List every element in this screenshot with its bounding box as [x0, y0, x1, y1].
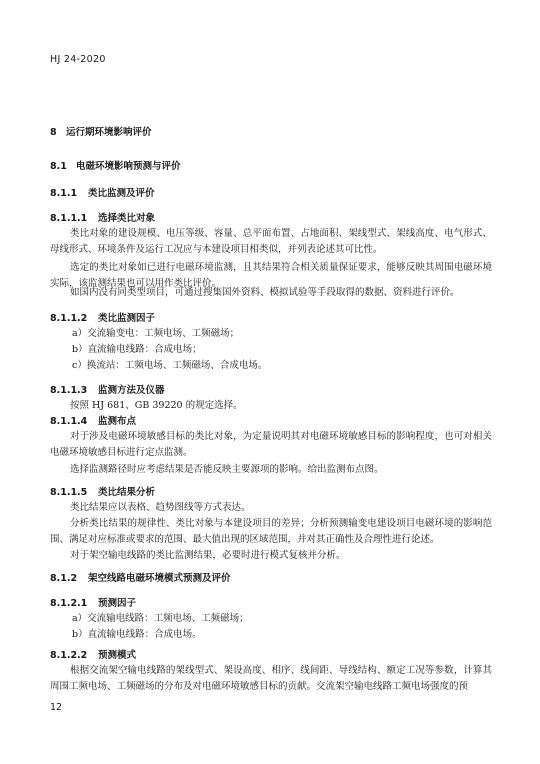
paragraph: 选定的类比对象如已进行电磁环境监测，且其结果符合相关质量保证要求，能够反映其周围电磁环境实际，该监测结果也可以用作类比评价。 [50, 262, 492, 289]
list-item: c）换流站：工频电场、工频磁场、合成电场。 [72, 360, 268, 371]
section-number: 8 [50, 127, 57, 138]
list-item: a）交流输变电：工频电场、工频磁场； [72, 328, 240, 339]
section-title: 电磁环境影响预测与评价 [76, 161, 181, 172]
list-item: b）直流输电线路：合成电场。 [72, 629, 202, 640]
section-title: 监测方法及仪器 [98, 385, 165, 396]
page-number: 12 [50, 702, 63, 713]
paragraph: 对于涉及电磁环境敏感目标的类比对象，为定量说明其对电磁环境敏感目标的影响程度，也可对相关电磁环境敏感目标进行定点监测。 [50, 431, 492, 458]
section-heading-8-1-1-3 [50, 382, 165, 396]
list-item: b）直流输电线路：合成电场； [72, 344, 202, 355]
section-title: 预测因子 [98, 598, 137, 609]
section-title: 选择类比对象 [98, 213, 156, 224]
document-code: HJ 24-2020 [50, 54, 106, 65]
section-number: 8.1.2 [50, 573, 78, 584]
section-number: 8.1.1.5 [50, 487, 88, 498]
paragraph: 如国内没有同类型项目，可通过搜集国外资料、模拟试验等手段取得的数据、资料进行评价。 [70, 287, 460, 298]
paragraph: 类比结果应以表格、趋势图线等方式表达。 [70, 502, 251, 513]
section-number: 8.1.1.3 [50, 385, 88, 396]
section-number: 8.1.1.4 [50, 416, 88, 427]
section-number: 8.1.2.1 [50, 598, 88, 609]
paragraph: 选择监测路径时应考虑结果是否能反映主要源项的影响。给出监测布点图。 [70, 464, 384, 475]
section-number: 8.1.2.2 [50, 650, 88, 661]
paragraph: 根据交流架空输电线路的架线型式、架设高度、相序、线间距、导线结构、额定工况等参数，计算其周围工频电场、工频磁场的分布及对电磁环境敏感目标的贡献。交流架空输电线路工频电场强度的预 [50, 665, 492, 692]
section-title: 类比监测及评价 [88, 188, 155, 199]
section-heading-8 [50, 124, 152, 138]
section-heading-8-1-1-4 [50, 413, 136, 427]
section-title: 预测模式 [98, 650, 137, 661]
section-heading-8-1-1-5 [50, 484, 155, 498]
paragraph: 分析类比结果的规律性、类比对象与本建设项目的差异；分析预测输变电建设项目电磁环境的影响范围、满足对应标准或要求的范围、最大值出现的区域范围，并对其正确性及合理性进行论述。 [50, 518, 492, 545]
section-title: 监测布点 [98, 416, 137, 427]
paragraph: 对于架空输电线路的类比监测结果，必要时进行模式复核并分析。 [70, 550, 346, 561]
section-number: 8.1.1 [50, 188, 78, 199]
paragraph: 类比对象的建设规模、电压等级、容量、总平面布置、占地面积、架线型式、架线高度、电气形式、母线形式、环境条件及运行工况应与本建设项目相类似，并列表论述其可比性。 [50, 228, 492, 255]
section-number: 8.1 [50, 161, 67, 172]
section-heading-8-1-2-2 [50, 647, 136, 661]
section-title: 类比结果分析 [98, 487, 156, 498]
section-number: 8.1.1.2 [50, 313, 88, 324]
section-heading-8-1-2-1 [50, 595, 136, 609]
paragraph: 按照 HJ 681、GB 39220 的规定选择。 [70, 400, 243, 411]
section-title: 架空线路电磁环境模式预测及评价 [88, 573, 231, 584]
list-item: a）交流输电线路：工频电场、工频磁场； [72, 613, 249, 624]
section-number: 8.1.1.1 [50, 213, 88, 224]
section-heading-8-1-1-2 [50, 310, 155, 324]
section-heading-8-1-1-1 [50, 210, 155, 224]
section-heading-8-1-2 [50, 570, 231, 584]
section-heading-8-1-1 [50, 185, 155, 199]
section-heading-8-1 [50, 158, 181, 172]
section-title: 运行期环境影响评价 [66, 127, 152, 138]
section-title: 类比监测因子 [98, 313, 156, 324]
